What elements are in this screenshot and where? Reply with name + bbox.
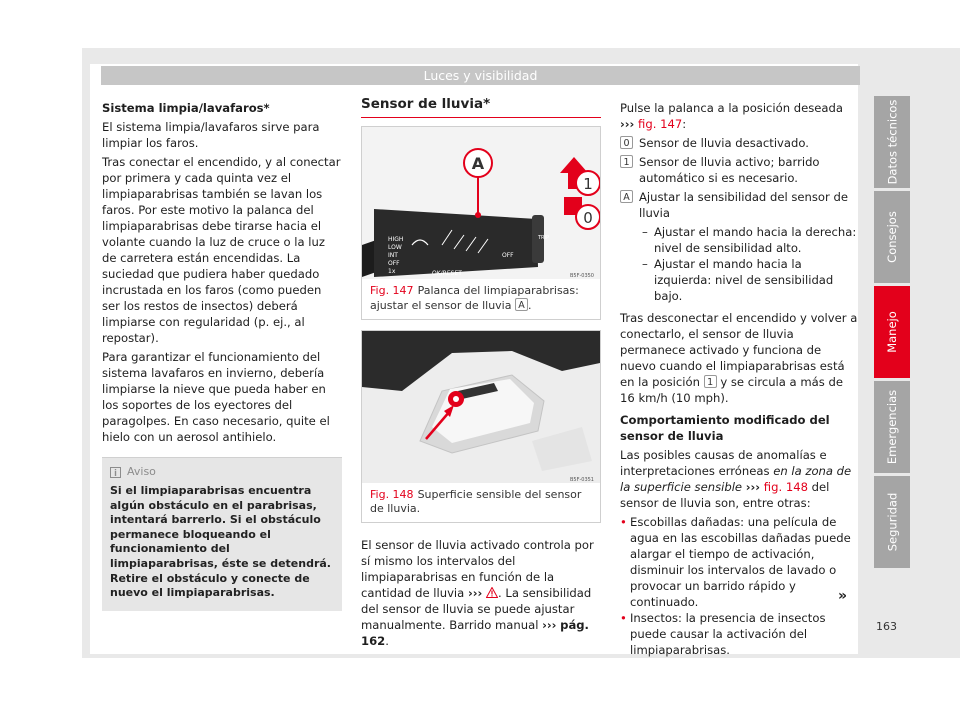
lever-label-high: HIGH [388, 236, 404, 243]
notice-title: Aviso [127, 465, 156, 478]
callout-1: 1 [583, 175, 593, 193]
paragraph [361, 537, 601, 649]
lever-label-int: INT [388, 252, 398, 259]
bullet-item: • Escobillas dañadas: una película de agua en las escobillas dañadas puede alargar el tiempo de activación, disminuir los intervalos de lavado o provocar un barrido rápido y continuado. [620, 514, 858, 610]
paragraph: Tras conectar el encendido, y al conectar por primera y cada quinta vez el limpiaparabrisas también se lavan los faros. Por este motivo la palanca del limpiaparabrisas debe tirarse hacia el volante cuando la luz de cruce o la luz de carretera están encendidas. La suciedad que pudiera haber quedado incrustada en los faros (como pueden ser los restos de insectos) deberá limpiarse con regularidad (p. ej., al repostar). [102, 155, 341, 345]
sub-list-item: – Ajustar el mando hacia la izquierda: nivel de sensibilidad bajo. [620, 256, 858, 304]
list-item [620, 189, 858, 221]
paragraph [620, 447, 858, 511]
text: . La sensibilidad del sensor de lluvia se puede ajustar manualmente. Barrido manual [361, 586, 592, 632]
text: : [682, 117, 687, 131]
position-badge: 1 [704, 375, 717, 388]
list-item [620, 154, 858, 186]
item-text: Sensor de lluvia activo; barrido automático si es necesario. [639, 155, 820, 185]
caption-text: Superficie sensible del sensor de lluvia. [370, 488, 582, 515]
tab-label: Manejo [885, 311, 900, 353]
position-badge: 0 [620, 136, 633, 149]
section-title: Sensor de lluvia* [361, 96, 601, 118]
heading-headlight-washer: Sistema limpia/lavafaros* [102, 101, 270, 115]
position-badge: A [620, 190, 633, 203]
figure-148-caption [362, 483, 600, 522]
paragraph [620, 100, 858, 132]
reference-arrow: ››› [745, 480, 761, 494]
wiper-lever-drawing [362, 127, 600, 279]
column-left [102, 100, 342, 611]
text: y se circula a más de 16 km/h (10 mph). [620, 375, 843, 405]
figure-147 [361, 126, 601, 320]
lever-label-off-right: OFF [502, 252, 514, 259]
heading-sensor-behavior: Comportamiento modificado del sensor de lluvia [620, 413, 830, 443]
callout-a: A [471, 154, 485, 173]
caption-text: Palanca del limpiaparabrisas: ajustar el sensor de lluvia [370, 284, 579, 312]
item-text: Ajustar la sensibilidad del sensor de lluvia [639, 190, 848, 220]
notice-box [102, 457, 342, 611]
figure-148 [361, 330, 601, 523]
figure-147-caption: Fig. 147 Palanca del limpiaparabrisas: ajustar el sensor de lluvia A . [370, 284, 579, 312]
text: . [385, 634, 389, 648]
lever-label-trip: TRIP [538, 235, 550, 241]
wiper-lever-illustration [362, 127, 600, 279]
reference-arrow: ››› [620, 117, 635, 131]
rain-sensor-illustration [362, 331, 600, 483]
paragraph [620, 310, 858, 406]
figure-reference-link[interactable]: fig. 148 [763, 480, 808, 494]
sub-list-item: – Ajustar el mando hacia la derecha: nivel de sensibilidad alto. [642, 225, 857, 255]
info-icon [110, 467, 121, 478]
bullet-item: • Insectos: la presencia de insectos puede causar la activación del limpiaparabrisas. [620, 610, 858, 658]
text: Pulse la palanca a la posición deseada [620, 101, 843, 115]
page-reference-link[interactable]: pág. 162 [361, 618, 589, 648]
paragraph: Para garantizar el funcionamiento del sistema lavafaros en invierno, debería limpiarse la nieve que pueda haber en los soportes de los eyectores del paragolpes. En caso necesario, quite el hielo con un aerosol antihielo. [102, 350, 330, 444]
column-middle [361, 96, 601, 652]
text: del sensor de lluvia son, entre otras: [620, 480, 830, 510]
warning-icon [486, 587, 498, 598]
tab-label: Consejos [885, 211, 899, 263]
lever-label-low: LOW [388, 244, 402, 251]
position-badge: 1 [620, 155, 633, 168]
text: Las posibles causas de anomalías e interpretaciones erróneas [620, 448, 827, 478]
tab-label: Seguridad [885, 492, 900, 552]
side-tabs [874, 96, 910, 571]
reference-arrow: ››› [467, 586, 483, 600]
text: El sensor de lluvia activado controla por sí mismo los intervalos del limpiaparabrisas en función de la cantidad de lluvia [361, 538, 594, 600]
caption-badge-a: A [515, 298, 528, 311]
paragraph: El sistema limpia/lavafaros sirve para limpiar los faros. [102, 120, 320, 150]
sub-item-text: Ajustar el mando hacia la derecha: nivel de sensibilidad alto. [654, 225, 857, 255]
column-right [620, 100, 858, 658]
page-number: 163 [876, 620, 897, 633]
list-item [620, 135, 858, 151]
lever-label-1x: 1x [388, 268, 396, 275]
reference-arrow: ››› [542, 618, 557, 632]
bullet-text: Insectos: la presencia de insectos puede causar la activación del limpiaparabrisas. [630, 611, 826, 657]
notice-text: Si el limpiaparabrisas encuentra algún obstáculo en el parabrisas, intentará barrerlo. Si el obstáculo permanece bloqueando el funcionamiento del limpiaparabrisas, éste se detendrá. Retire el obstáculo y conecte de nuevo el limpiaparabrisas. [110, 484, 331, 600]
lever-label-off: OFF [388, 260, 400, 267]
lever-label-reset: OK/RESET [432, 270, 462, 277]
sub-item-text: Ajustar el mando hacia la izquierda: nivel de sensibilidad bajo. [654, 257, 834, 303]
tab-manejo[interactable] [874, 286, 910, 378]
tab-seguridad[interactable] [874, 476, 910, 568]
callout-0: 0 [583, 209, 593, 227]
figure-label: Fig. 147 [370, 284, 414, 297]
tab-consejos[interactable] [874, 191, 910, 283]
figure-reference-link[interactable]: fig. 147 [638, 117, 683, 131]
tab-emergencias[interactable] [874, 381, 910, 473]
item-text: Sensor de lluvia desactivado. [639, 136, 809, 150]
figure-code: B5F-0350 [569, 273, 594, 279]
figure-code: B5F-0351 [569, 477, 594, 483]
text: Tras desconectar el encendido y volver a conectarlo, el sensor de lluvia permanece activado y funciona de nuevo cuando el limpiaparabrisas está en la posición [620, 311, 858, 389]
section-header: Luces y visibilidad [101, 66, 860, 85]
continue-marker: » [838, 588, 848, 604]
bullet-text: Escobillas dañadas: una película de agua en las escobillas dañadas puede alargar el tiempo de activación, disminuir los intervalos de lavado o provocar un barrido rápido y continuado. [630, 515, 851, 609]
rain-sensor-drawing [362, 331, 600, 483]
figure-label: Fig. 148 [370, 488, 414, 501]
tab-label: Emergencias [885, 389, 900, 465]
notice-header [110, 464, 334, 480]
tab-datos-tecnicos[interactable] [874, 96, 910, 188]
italic-text: en la zona de la superficie sensible [620, 464, 852, 494]
tab-label: Datos técnicos [885, 99, 899, 185]
